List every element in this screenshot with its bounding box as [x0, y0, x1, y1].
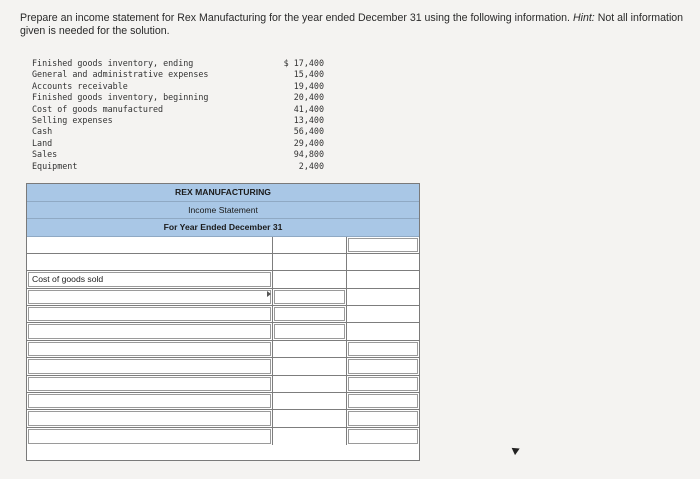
row-amount-cell	[273, 237, 347, 253]
row-description-input[interactable]	[28, 411, 271, 425]
row-description-cell	[27, 376, 273, 392]
row-total-input[interactable]	[348, 411, 418, 425]
info-label: Finished goods inventory, ending	[32, 58, 194, 68]
row-total-input[interactable]	[348, 324, 418, 338]
statement-title: Income Statement	[188, 204, 258, 215]
row-total-cell	[347, 393, 419, 409]
info-row	[32, 58, 332, 69]
info-row	[32, 126, 332, 137]
row-total-input[interactable]	[348, 307, 418, 321]
info-label: Finished goods inventory, beginning	[32, 92, 209, 103]
given-information-list	[32, 58, 332, 172]
row-description-input[interactable]	[28, 429, 271, 444]
row-amount-input[interactable]	[274, 394, 345, 408]
row-description-cell	[27, 323, 273, 339]
info-value: 2,400	[298, 160, 324, 171]
info-row	[32, 69, 332, 80]
row-amount-input[interactable]	[274, 411, 345, 425]
row-description-input[interactable]	[28, 238, 271, 252]
statement-row	[27, 237, 419, 254]
row-amount-input[interactable]	[274, 429, 345, 444]
row-total-input[interactable]	[348, 377, 418, 391]
row-total-input[interactable]	[348, 394, 418, 408]
row-total-cell	[347, 341, 419, 357]
row-description-cell	[27, 341, 273, 357]
row-description-cell	[27, 393, 273, 409]
income-statement-worksheet	[26, 183, 420, 461]
row-description-cell	[27, 237, 273, 253]
row-description-input[interactable]	[28, 377, 271, 391]
info-label: Sales	[32, 149, 58, 160]
row-amount-cell	[273, 410, 347, 426]
row-amount-input[interactable]	[274, 377, 345, 391]
row-amount-input[interactable]	[274, 324, 345, 338]
row-description-cell	[27, 358, 273, 374]
row-description-input[interactable]	[28, 290, 271, 304]
info-label: Cash	[32, 126, 53, 137]
info-label: General and administrative expenses	[32, 69, 209, 80]
row-description-cell	[27, 306, 273, 322]
info-label: Cost of goods manufactured	[32, 103, 164, 114]
info-value: $ 17,400	[283, 58, 324, 68]
statement-row	[27, 358, 419, 375]
statement-period: For Year Ended December 31	[163, 222, 283, 232]
row-total-cell	[347, 271, 419, 287]
statement-title-header	[27, 202, 419, 220]
row-amount-cell	[273, 306, 347, 322]
info-label: Selling expenses	[32, 114, 113, 125]
row-description-cell	[27, 289, 273, 305]
row-amount-input[interactable]	[274, 238, 345, 252]
row-amount-input[interactable]	[274, 290, 345, 304]
row-description-cell	[27, 254, 273, 270]
statement-row	[27, 428, 419, 445]
hint-label: Hint:	[572, 12, 595, 24]
row-description-input[interactable]	[28, 324, 271, 338]
statement-period-header	[27, 219, 419, 237]
dropdown-arrow-icon[interactable]	[267, 291, 271, 297]
row-total-input[interactable]	[348, 272, 418, 286]
info-row	[32, 161, 332, 172]
info-value: 19,400	[293, 80, 324, 91]
row-amount-cell	[273, 323, 347, 339]
row-description-input[interactable]	[28, 255, 271, 269]
row-amount-cell	[273, 254, 347, 270]
info-row	[32, 92, 332, 103]
row-amount-input[interactable]	[274, 359, 345, 373]
row-total-cell	[347, 306, 419, 322]
info-row	[32, 138, 332, 149]
row-description-input[interactable]	[28, 394, 271, 408]
row-description-input[interactable]	[28, 342, 271, 356]
statement-row-cost-of-goods-sold	[27, 271, 419, 288]
row-total-input[interactable]	[348, 238, 418, 252]
statement-row	[27, 323, 419, 340]
info-label: Equipment	[32, 160, 78, 171]
info-row	[32, 115, 332, 126]
row-total-cell	[347, 358, 419, 374]
row-total-cell	[347, 237, 419, 253]
statement-row	[27, 306, 419, 323]
row-amount-cell	[273, 271, 347, 287]
info-value: 94,800	[293, 149, 324, 160]
row-amount-cell	[273, 393, 347, 409]
row-amount-cell	[273, 341, 347, 357]
row-amount-cell	[273, 428, 347, 445]
info-row	[32, 81, 332, 92]
row-total-cell	[347, 289, 419, 305]
info-row	[32, 149, 332, 160]
row-total-cell	[347, 323, 419, 339]
info-value: 29,400	[293, 137, 324, 148]
question-prompt	[20, 12, 695, 38]
row-amount-input[interactable]	[274, 255, 345, 269]
row-total-input[interactable]	[348, 290, 418, 304]
info-value: 56,400	[293, 126, 324, 137]
info-label: Land	[32, 137, 53, 148]
info-label: Accounts receivable	[32, 80, 128, 91]
statement-company-header	[27, 184, 419, 202]
row-description-cell	[27, 271, 273, 287]
row-description-cell	[27, 410, 273, 426]
info-value: 41,400	[293, 103, 324, 114]
row-amount-input[interactable]	[274, 342, 345, 356]
row-total-cell	[347, 376, 419, 392]
row-amount-cell	[273, 358, 347, 374]
statement-row	[27, 254, 419, 271]
info-value: 20,400	[293, 92, 324, 103]
row-total-cell	[347, 254, 419, 270]
row-total-input[interactable]	[348, 429, 418, 444]
company-name: REX MANUFACTURING	[175, 187, 271, 197]
row-total-input[interactable]	[348, 342, 418, 356]
cost-of-goods-sold-label[interactable]	[28, 272, 271, 286]
row-amount-input[interactable]	[274, 307, 345, 321]
hint-text: Not all information given is needed for the solution.	[20, 12, 684, 37]
row-total-input[interactable]	[348, 255, 418, 269]
row-amount-input[interactable]	[274, 272, 345, 286]
statement-row	[27, 410, 419, 427]
statement-row	[27, 393, 419, 410]
statement-grid	[27, 237, 419, 446]
statement-row	[27, 341, 419, 358]
info-value: 13,400	[293, 114, 324, 125]
row-total-cell	[347, 410, 419, 426]
row-total-cell	[347, 428, 419, 445]
info-value: 15,400	[293, 69, 324, 80]
mouse-cursor-icon	[512, 445, 522, 455]
row-amount-cell	[273, 289, 347, 305]
statement-row	[27, 289, 419, 306]
statement-row	[27, 376, 419, 393]
row-description-cell	[27, 428, 273, 445]
row-amount-cell	[273, 376, 347, 392]
row-total-input[interactable]	[348, 359, 418, 373]
question-text: Prepare an income statement for Rex Manufacturing for the year ended December 31 using the following information.	[20, 12, 570, 24]
info-row	[32, 104, 332, 115]
row-description-input[interactable]	[28, 307, 271, 321]
row-description-input[interactable]	[28, 359, 271, 373]
